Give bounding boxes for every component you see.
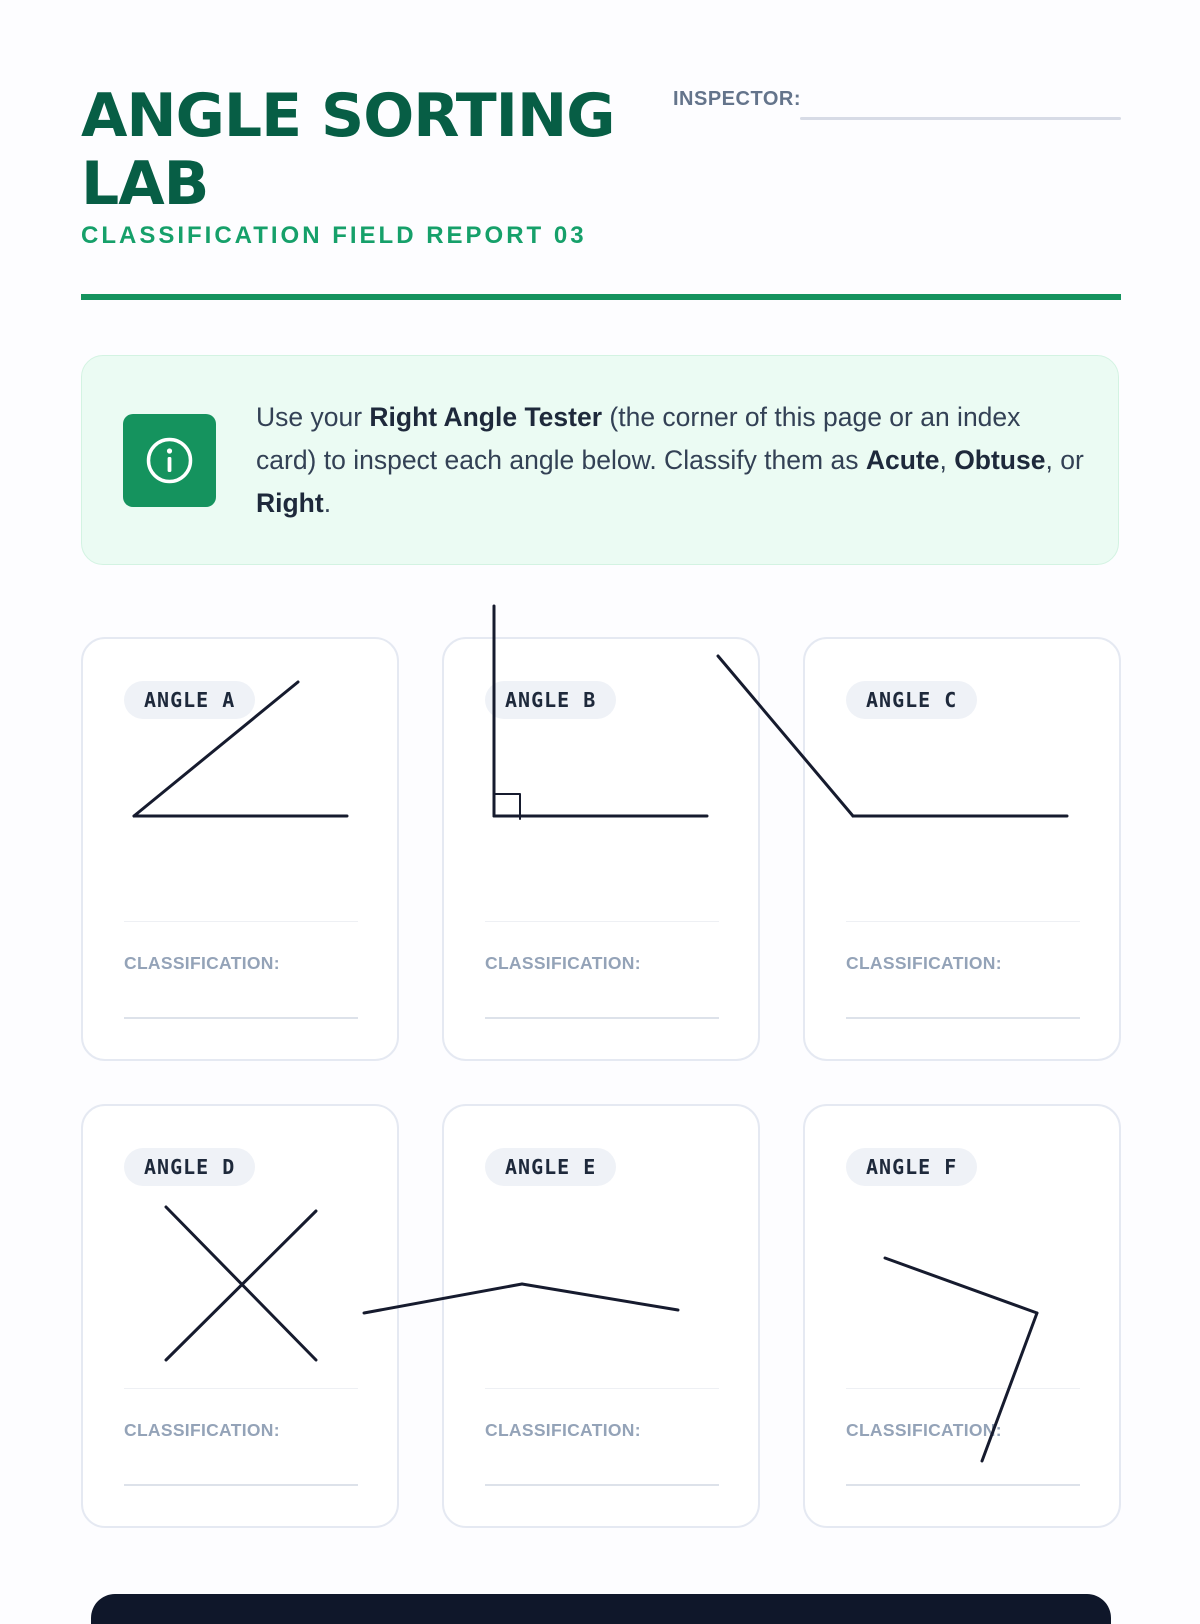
page-subtitle: CLASSIFICATION FIELD REPORT 03 bbox=[81, 222, 587, 249]
angle-tag: ANGLE A bbox=[124, 681, 255, 719]
card-divider bbox=[124, 921, 358, 922]
angle-card-b bbox=[442, 637, 760, 1061]
instruction-part: Use your bbox=[256, 402, 370, 432]
classification-answer-line[interactable] bbox=[846, 1484, 1080, 1486]
card-divider bbox=[846, 921, 1080, 922]
classification-label: CLASSIFICATION: bbox=[846, 953, 1002, 973]
instruction-part-bold: Obtuse bbox=[954, 445, 1046, 475]
card-divider bbox=[485, 1388, 719, 1389]
card-divider bbox=[124, 1388, 358, 1389]
instruction-part-bold: Acute bbox=[865, 445, 940, 475]
card-divider bbox=[485, 921, 719, 922]
classification-answer-line[interactable] bbox=[124, 1484, 358, 1486]
inspector-name-line[interactable] bbox=[800, 117, 1121, 120]
instructions-box bbox=[81, 355, 1119, 565]
angle-tag: ANGLE D bbox=[124, 1148, 255, 1186]
classification-answer-line[interactable] bbox=[124, 1017, 358, 1019]
inspector-label: INSPECTOR: bbox=[673, 88, 801, 110]
angle-tag: ANGLE E bbox=[485, 1148, 616, 1186]
angle-card-d bbox=[81, 1104, 399, 1528]
classification-label: CLASSIFICATION: bbox=[124, 953, 280, 973]
angle-card-e bbox=[442, 1104, 760, 1528]
instruction-part: (the corner of this page or an index card) to inspect each angle below. Classify them as bbox=[256, 402, 1021, 475]
angle-tag: ANGLE B bbox=[485, 681, 616, 719]
info-icon bbox=[123, 414, 216, 507]
angle-card-f bbox=[803, 1104, 1121, 1528]
worksheet bbox=[81, 0, 1121, 1600]
instruction-part: , or bbox=[1045, 445, 1084, 475]
classification-label: CLASSIFICATION: bbox=[485, 1420, 641, 1440]
angle-tag: ANGLE F bbox=[846, 1148, 977, 1186]
classification-label: CLASSIFICATION: bbox=[124, 1420, 280, 1440]
classification-answer-line[interactable] bbox=[485, 1017, 719, 1019]
angle-card-c bbox=[803, 637, 1121, 1061]
instruction-part-bold: Right Angle Tester bbox=[369, 402, 603, 432]
classification-label: CLASSIFICATION: bbox=[846, 1420, 1002, 1440]
page-title: ANGLE SORTING LAB bbox=[81, 81, 615, 219]
classification-label: CLASSIFICATION: bbox=[485, 953, 641, 973]
footer-bar bbox=[91, 1594, 1111, 1624]
card-divider bbox=[846, 1388, 1080, 1389]
classification-answer-line[interactable] bbox=[846, 1017, 1080, 1019]
header-divider bbox=[81, 294, 1121, 300]
angle-tag: ANGLE C bbox=[846, 681, 977, 719]
instruction-part: . bbox=[323, 488, 332, 518]
classification-answer-line[interactable] bbox=[485, 1484, 719, 1486]
instruction-part-bold: Right bbox=[256, 488, 324, 518]
instruction-part: , bbox=[939, 445, 955, 475]
instructions-text bbox=[256, 396, 1086, 525]
angle-card-a bbox=[81, 637, 399, 1061]
